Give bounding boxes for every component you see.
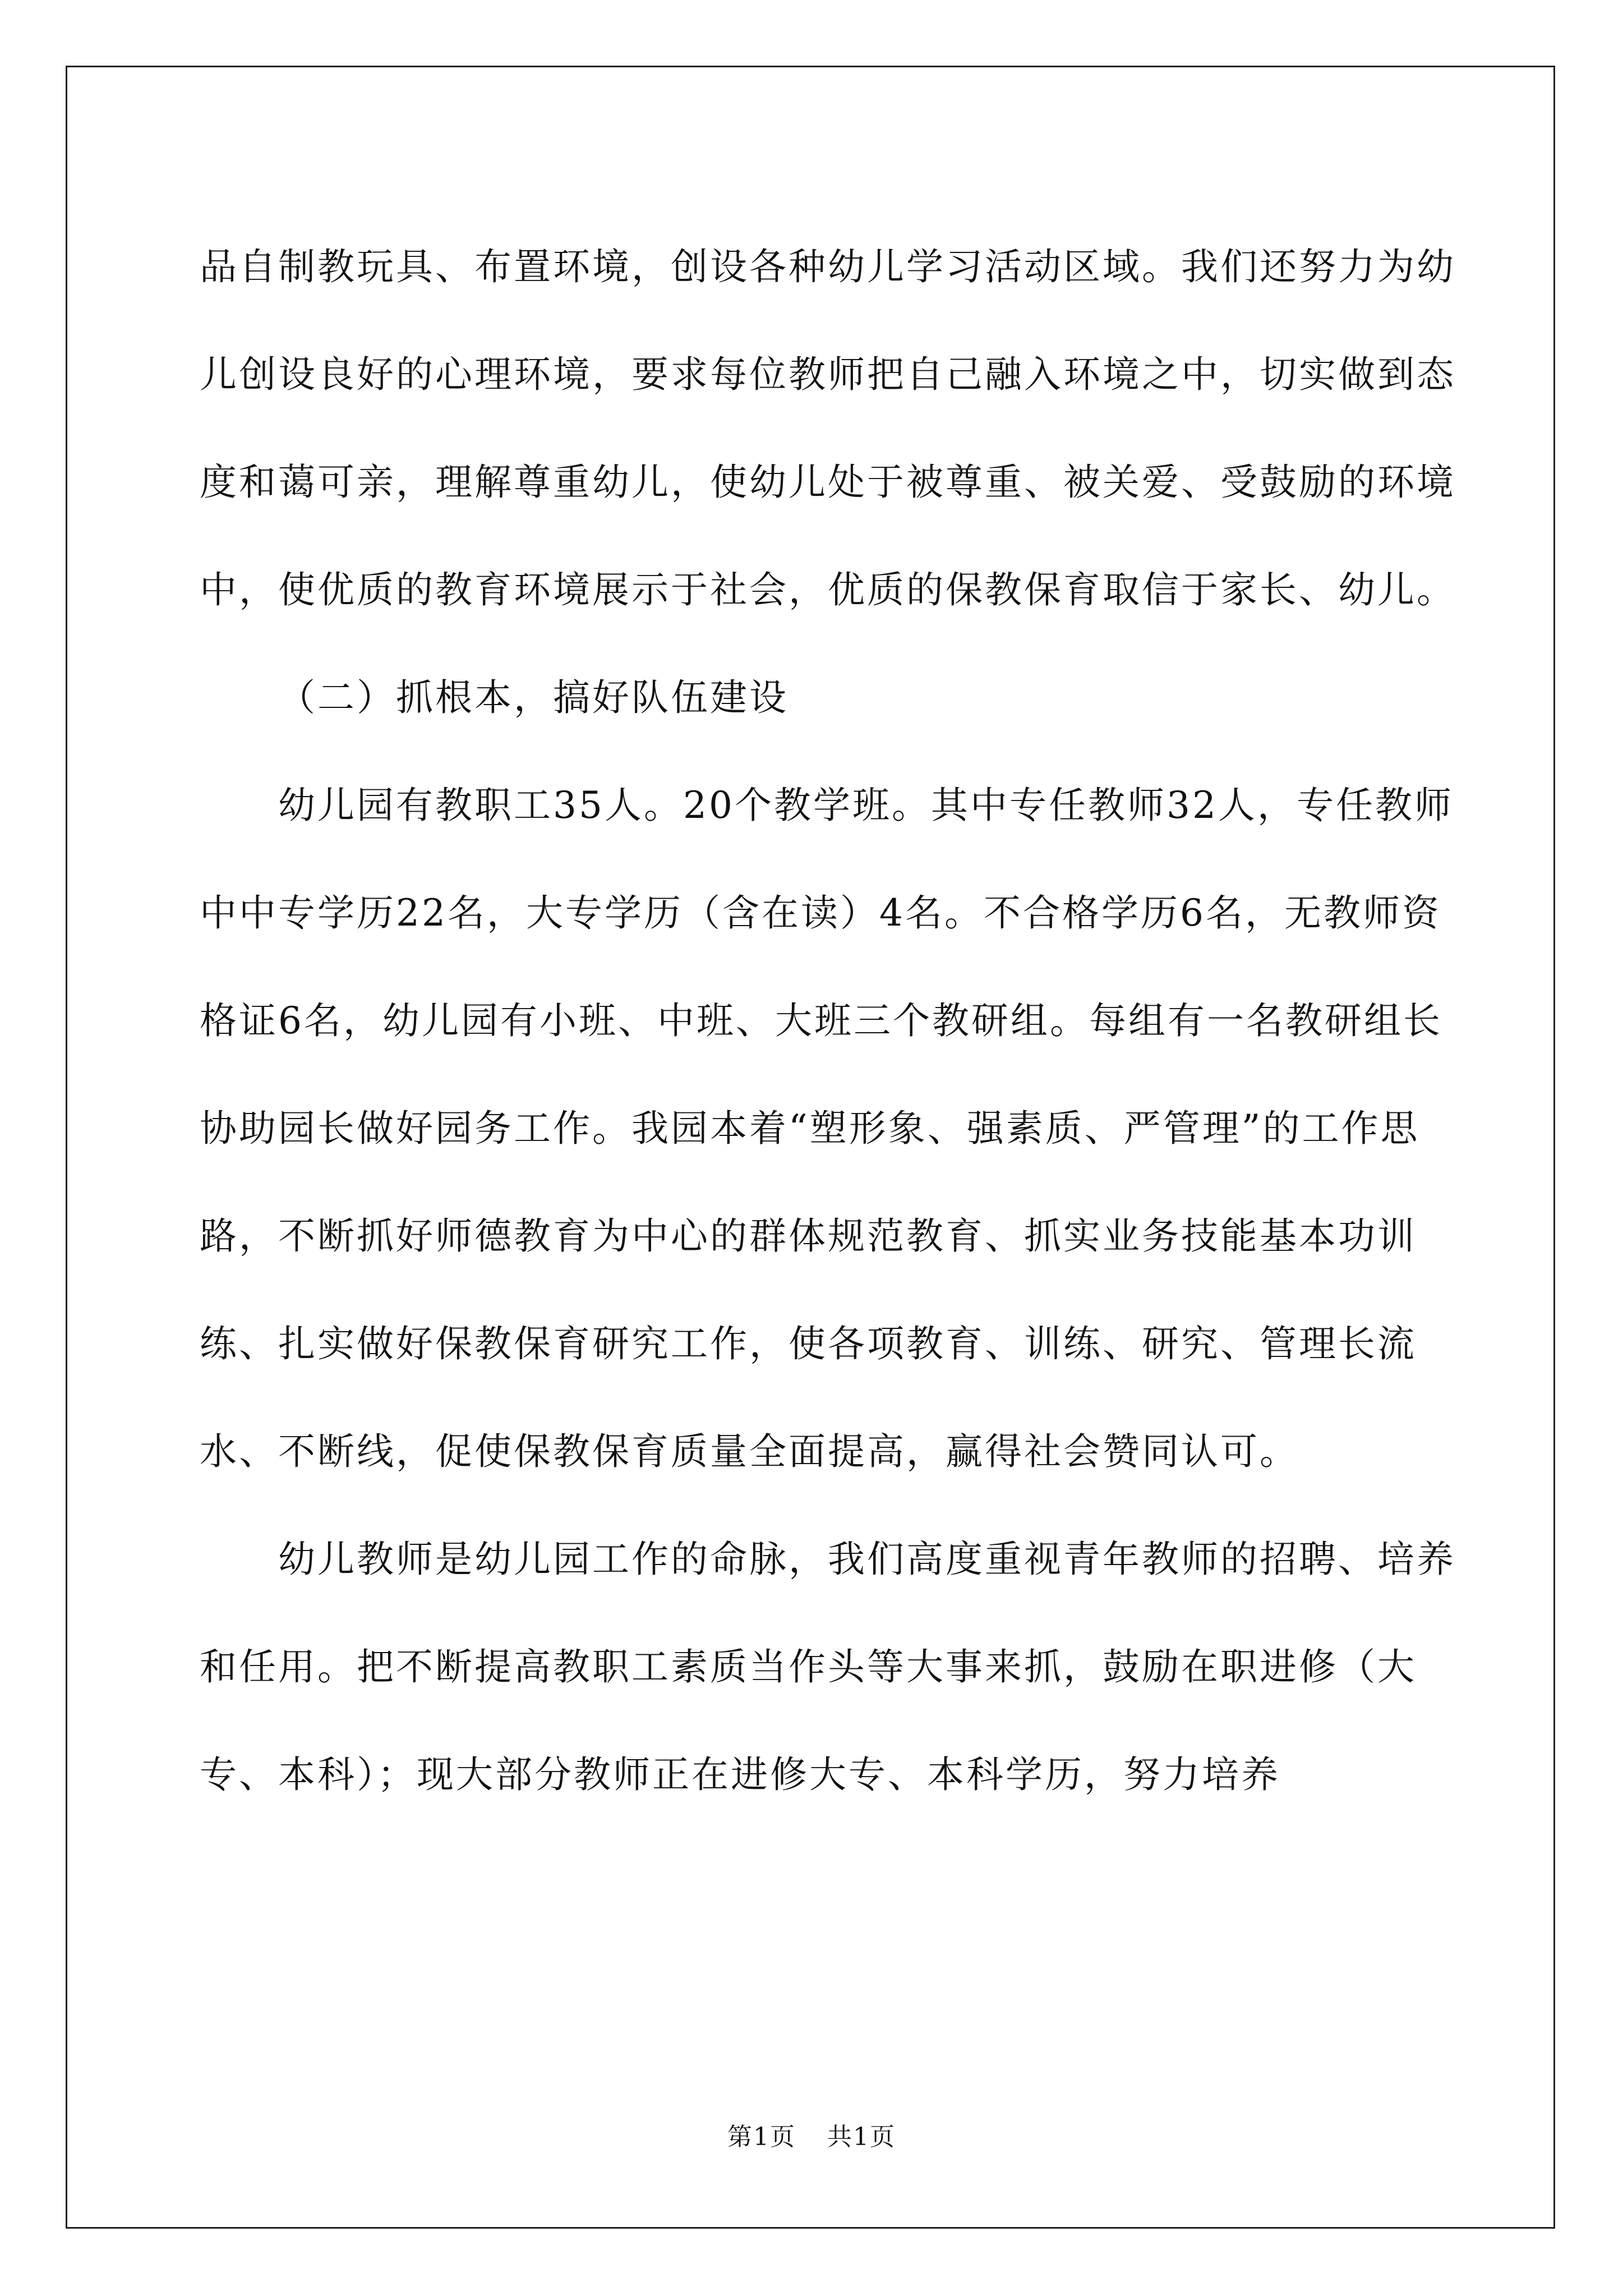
paragraph-staff: 幼儿园有教职工35人。20个教学班。其中专任教师32人，专任教师中中专学历22名，大专学历（含在读）4名。不合格学历6名，无教师资格证6名，幼儿园有小班、中班、大班三个教研组。每组有一名教研组长协助园长做好园务工作。我园本着“塑形象、强素质、严管理”的工作思路，不断抓好师德教育为中心的群体规范教育、抓实业务技能基本功训练、扎实做好保教保育研究工作，使各项教育、训练、研究、管理长流水、不断线，促使保教保育质量全面提高，赢得社会赞同认可。 [200,784,1454,1473]
paragraph-teachers: 幼儿教师是幼儿园工作的命脉，我们高度重视青年教师的招聘、培养和任用。把不断提高教职工素质当作头等大事来抓，鼓励在职进修（大专、本科）；现大部分教师正在进修大专、本科学历，努力培养 [200,1538,1456,1796]
paragraph-continuation: 品自制教玩具、布置环境，创设各种幼儿学习活动区域。我们还努力为幼儿创设良好的心理环境，要求每位教师把自己融入环境之中，切实做到态度和蔼可亲，理解尊重幼儿，使幼儿处于被尊重、被关爱、受鼓励的环境中，使优质的教育环境展示于社会，优质的保教保育取信于家长、幼儿。 [200,245,1456,611]
page-total: 共1页 [827,2123,896,2151]
section-heading: （二）抓根本，搞好队伍建设 [278,676,789,719]
page-footer [0,2120,1623,2154]
page-number: 第1页 [727,2123,796,2151]
document-body [200,213,1456,1829]
